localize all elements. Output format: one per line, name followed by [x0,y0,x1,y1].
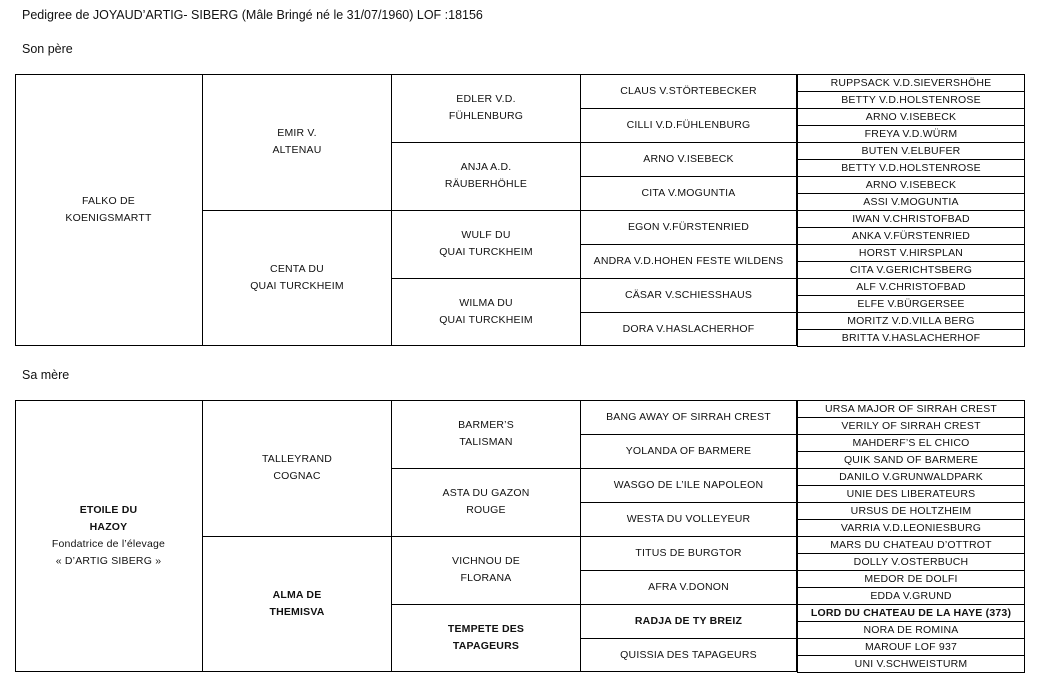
sire_section-g4-divider [581,210,797,211]
dam_section-g5-dog-8: VARRIA V.D.LEONIESBURG [797,519,1025,537]
dam_section-g4-divider [581,604,797,605]
dam_section-g5-dog-5: DANILO V.GRUNWALDPARK [797,468,1025,486]
dam_section-g2-dog-2: ALMA DE THEMISVA [203,536,392,672]
sire_section-g4-divider [581,244,797,245]
dam_section-g4-divider [581,638,797,639]
sire_section-g2-dog-2: CENTA DU QUAI TURCKHEIM [203,210,392,346]
dam_section-generation-1-note: Fondatrice de l’élevage « D’ARTIG SIBERG » [51,538,166,567]
dam_section-g4-dog-7: RADJA DE TY BREIZ [581,604,797,638]
sire_section-g3-dog-4: WILMA DU QUAI TURCKHEIM [392,278,581,346]
dam-section-label: Sa mère [22,368,70,382]
dam_section-generation-1-name: ETOILE DU HAZOY [79,504,138,533]
sire_section-g5-dog-13: ALF V.CHRISTOFBAD [797,278,1025,296]
dam_section-g4-dog-5: TITUS DE BURGTOR [581,536,797,570]
dam_section-generation-1-dog [15,400,203,672]
sire_section-g5-dog-2: BETTY V.D.HOLSTENROSE [797,91,1025,109]
dam_section-g3-divider [392,468,581,469]
dam_section-g3-divider [392,536,581,537]
dam_section-g4-dog-2: YOLANDA OF BARMERE [581,434,797,468]
sire_section-g5-dog-15: MORITZ V.D.VILLA BERG [797,312,1025,330]
dam_section-g4-dog-1: BANG AWAY OF SIRRAH CREST [581,400,797,434]
dam_section-g4-divider [581,434,797,435]
sire_section-g5-dog-4: FREYA V.D.WÜRM [797,125,1025,143]
sire_section-g4-dog-4: CITA V.MOGUNTIA [581,176,797,210]
dam_section-g5-dog-11: MEDOR DE DOLFI [797,570,1025,588]
sire_section-g5-dog-12: CITA V.GERICHTSBERG [797,261,1025,279]
sire_section-g2-dog-1: EMIR V. ALTENAU [203,74,392,210]
sire_section-g3-divider [392,278,581,279]
dam_section-g5-dog-1: URSA MAJOR OF SIRRAH CREST [797,400,1025,418]
dam_section-g5-dog-4: QUIK SAND OF BARMERE [797,451,1025,469]
sire_section-g4-divider [581,312,797,313]
dam_section-g4-dog-3: WASGO DE L’ILE NAPOLEON [581,468,797,502]
sire_section-generation-1-name: FALKO DE KOENIGSMARTT [65,195,152,224]
sire_section-g5-dog-3: ARNO V.ISEBECK [797,108,1025,126]
sire_section-g3-divider [392,142,581,143]
sire_section-g5-dog-5: BUTEN V.ELBUFER [797,142,1025,160]
sire_section-g5-dog-6: BETTY V.D.HOLSTENROSE [797,159,1025,177]
sire_section-g3-dog-2: ANJA A.D. RÄUBERHÖHLE [392,142,581,210]
sire_section-g5-dog-16: BRITTA V.HASLACHERHOF [797,329,1025,347]
sire_section-g5-dog-14: ELFE V.BÜRGERSEE [797,295,1025,313]
sire_section-g3-dog-3: WULF DU QUAI TURCKHEIM [392,210,581,278]
sire_section-g4-dog-7: CÄSAR V.SCHIESSHAUS [581,278,797,312]
dam_section-g3-dog-1: BARMER’S TALISMAN [392,400,581,468]
dam_section-g4-dog-4: WESTA DU VOLLEYEUR [581,502,797,536]
dam_section-g5-dog-7: URSUS DE HOLTZHEIM [797,502,1025,520]
sire_section-g5-dog-8: ASSI V.MOGUNTIA [797,193,1025,211]
sire_section-g5-dog-9: IWAN V.CHRISTOFBAD [797,210,1025,228]
dam_section-g4-divider [581,570,797,571]
sire_section-g4-divider [581,278,797,279]
sire_section-g4-dog-3: ARNO V.ISEBECK [581,142,797,176]
sire_section-g2-divider [203,210,392,211]
dam_section-g4-dog-8: QUISSIA DES TAPAGEURS [581,638,797,672]
sire_section-g4-divider [581,142,797,143]
pedigree-title: Pedigree de JOYAUD’ARTIG- SIBERG (Mâle Bringé né le 31/07/1960) LOF :18156 [22,8,483,22]
sire_section-g4-divider [581,176,797,177]
dam_section-g4-dog-6: AFRA V.DONON [581,570,797,604]
sire_section-g5-dog-1: RUPPSACK V.D.SIEVERSHÖHE [797,74,1025,92]
sire_section-g4-dog-1: CLAUS V.STÖRTEBECKER [581,74,797,108]
dam_section-g3-dog-3: VICHNOU DE FLORANA [392,536,581,604]
sire_section-g4-dog-2: CILLI V.D.FÜHLENBURG [581,108,797,142]
dam_section-g5-dog-10: DOLLY V.OSTERBUCH [797,553,1025,571]
dam_section-g3-divider [392,604,581,605]
sire_section-g5-dog-11: HORST V.HIRSPLAN [797,244,1025,262]
sire_section-g4-dog-5: EGON V.FÜRSTENRIED [581,210,797,244]
sire_section-g4-dog-8: DORA V.HASLACHERHOF [581,312,797,346]
dam_section-g3-dog-2: ASTA DU GAZON ROUGE [392,468,581,536]
dam_section-g5-dog-12: EDDA V.GRUND [797,587,1025,605]
dam_section-g5-dog-14: NORA DE ROMINA [797,621,1025,639]
sire_section-generation-1-dog [15,74,203,346]
dam_section-g5-dog-15: MAROUF LOF 937 [797,638,1025,656]
sire_section-g4-divider [581,108,797,109]
dam_section-g5-dog-13: LORD DU CHATEAU DE LA HAYE (373) [797,604,1025,622]
sire_section-g3-dog-1: EDLER V.D. FÜHLENBURG [392,74,581,142]
dam_section-g2-dog-1: TALLEYRAND COGNAC [203,400,392,536]
sire_section-g5-dog-7: ARNO V.ISEBECK [797,176,1025,194]
dam_section-g5-dog-3: MAHDERF’S EL CHICO [797,434,1025,452]
dam_section-g5-dog-6: UNIE DES LIBERATEURS [797,485,1025,503]
dam_section-g4-divider [581,536,797,537]
dam_section-g5-dog-2: VERILY OF SIRRAH CREST [797,417,1025,435]
sire_section-g3-divider [392,210,581,211]
dam_section-g5-dog-16: UNI V.SCHWEISTURM [797,655,1025,673]
sire_section-g5-dog-10: ANKA V.FÜRSTENRIED [797,227,1025,245]
sire-section-label: Son père [22,42,73,56]
sire_section-g4-dog-6: ANDRA V.D.HOHEN FESTE WILDENS [581,244,797,278]
dam_section-g5-dog-9: MARS DU CHATEAU D’OTTROT [797,536,1025,554]
dam_section-g3-dog-4: TEMPETE DES TAPAGEURS [392,604,581,672]
dam_section-g4-divider [581,468,797,469]
dam_section-g2-divider [203,536,392,537]
dam_section-g4-divider [581,502,797,503]
